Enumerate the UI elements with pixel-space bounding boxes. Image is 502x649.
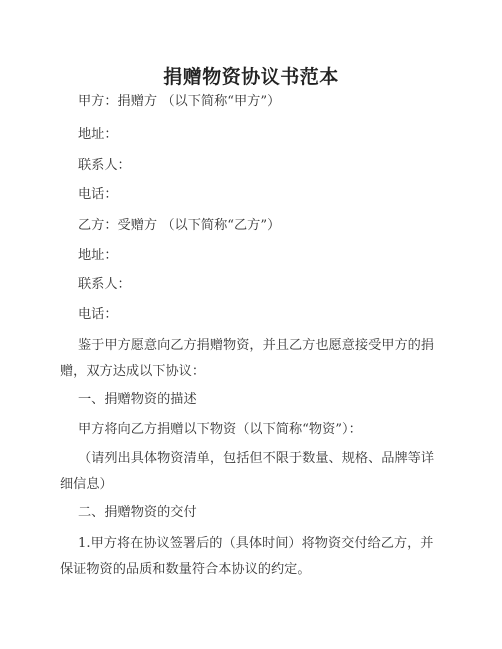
section-2-item-1: 1.甲方将在协议签署后的（具体时间）将物资交付给乙方，并保证物资的品质和数量符合本协议的约定。 (60, 536, 434, 577)
party-b-phone: 电话： (78, 307, 118, 322)
party-b-line: 乙方：受赠方 （以下简称“乙方”） (78, 218, 281, 233)
section-2-heading: 二、捐赠物资的交付 (78, 505, 197, 520)
party-b-address: 地址： (78, 248, 118, 263)
section-1-note: （请列出具体物资清单，包括但不限于数量、规格、品牌等详细信息） (60, 451, 435, 492)
party-a-contact: 联系人： (78, 158, 131, 173)
document-title: 捐赠物资协议书范本 (163, 66, 339, 88)
preamble-paragraph: 鉴于甲方愿意向乙方捐赠物资，并且乙方也愿意接受甲方的捐赠，双方达成以下协议： (60, 338, 435, 379)
party-a-line: 甲方：捐赠方 （以下简称“甲方”） (78, 94, 281, 109)
party-b-contact: 联系人： (78, 277, 131, 292)
section-1-text: 甲方将向乙方捐赠以下物资（以下简称“物资”）： (78, 422, 362, 437)
section-1-heading: 一、捐赠物资的描述 (78, 392, 197, 407)
party-a-phone: 电话： (78, 187, 118, 202)
party-a-address: 地址： (78, 127, 118, 142)
